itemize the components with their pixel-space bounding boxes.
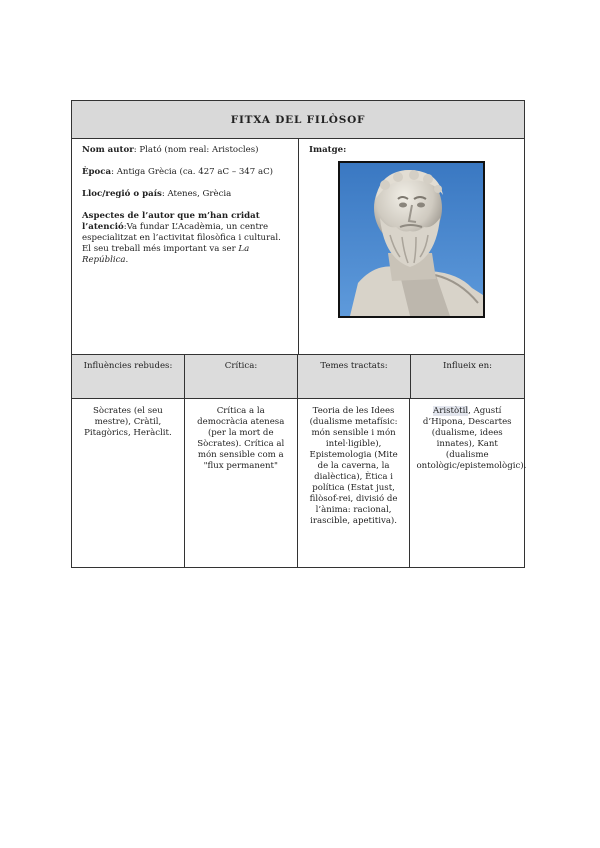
aspects-end: .: [125, 255, 129, 265]
top-row: [72, 139, 524, 355]
cell-criticism: Crítica a la democràcia atenesa (per la mort de Sòcrates). Crítica al món sensible com a "flux permanent": [185, 399, 298, 567]
epoch-line: [82, 167, 288, 178]
header-influenced: Influeix en:: [442, 361, 493, 371]
highlighted-name: Aristòtil: [433, 406, 469, 416]
cell-topics: Teoria de les Idees (dualisme metafísic: món sensible i món intel·ligible), Epistemologia (Mite de la caverna, la dialèctica), Ètica i política (Estat just, filòsof-rei, divisió de l’ànima: racional, irascible, apetitiva).: [298, 399, 411, 567]
grid-body: [72, 399, 527, 567]
aspects-label: Aspectes de l’autor que m’han cridat l’atenció: [82, 211, 260, 232]
epoch-label: Època: [82, 167, 112, 177]
philosopher-sheet: [71, 100, 525, 568]
header-criticism: Crítica:: [185, 355, 298, 398]
cell-influenced: [410, 399, 527, 567]
influenced-text: , Agustí d’Hipona, Descartes (dualisme, idees innates), Kant (dualisme ontològic/epistemològic).: [416, 406, 527, 471]
aspects-line: [82, 211, 288, 266]
grid-header: [72, 355, 524, 399]
header-topics: Temes tractats:: [298, 355, 411, 398]
info-cell: [72, 139, 299, 354]
book-title: La República: [82, 244, 250, 265]
sheet-title: FITXA DEL FILÒSOF: [72, 101, 524, 139]
image-cell: [299, 139, 524, 354]
place-line: [82, 189, 288, 200]
aspects-value: :Va fundar L’Acadèmia, un centre especialitzat en l’activitat filosòfica i cultural. El seu treball més important va ser: [82, 222, 281, 254]
epoch-value: : Antiga Grècia (ca. 427 aC – 347 aC): [111, 167, 274, 177]
cell-influences: Sòcrates (el seu mestre), Cràtil, Pitagòrics, Heràclit.: [72, 399, 185, 567]
author-name-label: Nom autor: [82, 145, 134, 155]
header-influences: Influències rebudes:: [72, 355, 185, 398]
author-name-line: [82, 145, 288, 156]
place-value: : Atenes, Grècia: [161, 189, 232, 199]
author-name-value: : Plató (nom real: Aristocles): [133, 145, 259, 155]
place-label: Lloc/regió o país: [82, 189, 162, 199]
plato-bust-image: [338, 161, 485, 318]
image-label: Imatge:: [309, 145, 347, 155]
